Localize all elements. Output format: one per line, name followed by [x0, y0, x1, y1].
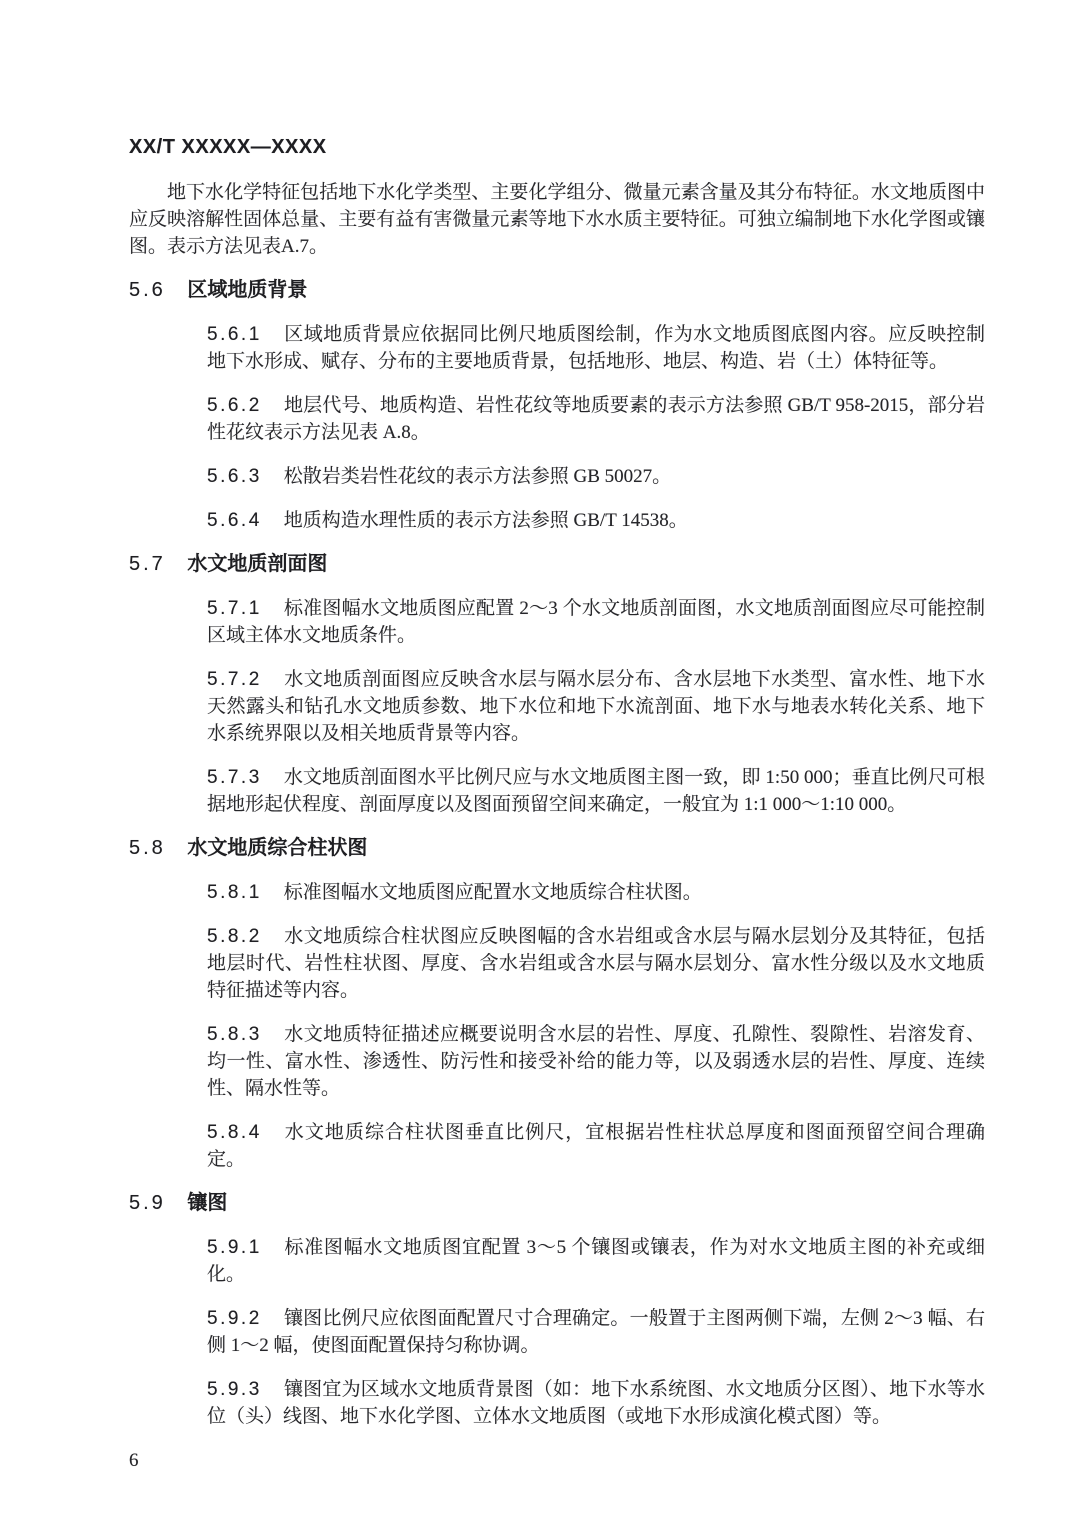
page-number: 6 — [129, 1450, 139, 1471]
clause-number: 5.6.3 — [207, 466, 262, 487]
section-heading — [129, 835, 985, 862]
section-title: 区域地质背景 — [187, 279, 308, 301]
running-head: XX/T XXXXX—XXXX — [129, 136, 327, 158]
clause — [207, 507, 985, 534]
clause-text: 镶图宜为区域水文地质背景图（如：地下水系统图、水文地质分区图）、地下水等水位（头）线图、地下水化学图、立体水文地质图（或地下水形成演化模式图）等。 — [207, 1379, 985, 1427]
clause — [207, 1305, 985, 1359]
section-heading — [129, 1190, 985, 1217]
clause-text: 标准图幅水文地质图宜配置 3～5 个镶图或镶表，作为对水文地质主图的补充或细化。 — [207, 1237, 985, 1285]
section-title: 水文地质综合柱状图 — [187, 837, 368, 859]
clause-number: 5.8.3 — [207, 1024, 262, 1045]
clause-number: 5.7.1 — [207, 598, 262, 619]
section-number: 5.8 — [129, 837, 166, 859]
section-5-9 — [129, 1190, 985, 1430]
clause-text: 水文地质特征描述应概要说明含水层的岩性、厚度、孔隙性、裂隙性、岩溶发育、均一性、富水性、渗透性、防污性和接受补给的能力等，以及弱透水层的岩性、厚度、连续性、隔水性等。 — [207, 1024, 985, 1099]
clause-number: 5.6.1 — [207, 324, 262, 345]
clause-text: 标准图幅水文地质图应配置 2～3 个水文地质剖面图，水文地质剖面图应尽可能控制区域主体水文地质条件。 — [207, 598, 985, 646]
clause-number: 5.9.2 — [207, 1308, 262, 1329]
clause-text: 水文地质综合柱状图垂直比例尺，宜根据岩性柱状总厚度和图面预留空间合理确定。 — [207, 1122, 985, 1170]
clause-text: 地层代号、地质构造、岩性花纹等地质要素的表示方法参照 GB/T 958-2015，部分岩性花纹表示方法见表 A.8。 — [207, 395, 985, 443]
clause-text: 水文地质综合柱状图应反映图幅的含水岩组或含水层与隔水层划分及其特征，包括地层时代、岩性柱状图、厚度、含水岩组或含水层与隔水层划分、富水性分级以及水文地质特征描述等内容。 — [207, 926, 985, 1001]
section-heading — [129, 277, 985, 304]
clause-number: 5.9.3 — [207, 1379, 262, 1400]
clause — [207, 392, 985, 446]
clause-text: 地质构造水理性质的表示方法参照 GB/T 14538。 — [283, 510, 688, 531]
clause-number: 5.8.2 — [207, 926, 262, 947]
clause — [207, 923, 985, 1004]
clause — [207, 1234, 985, 1288]
clause — [207, 321, 985, 375]
clause-number: 5.8.1 — [207, 882, 262, 903]
clause-number: 5.6.4 — [207, 510, 262, 531]
clause-number: 5.6.2 — [207, 395, 262, 416]
section-number: 5.7 — [129, 553, 166, 575]
clause-text: 水文地质剖面图应反映含水层与隔水层分布、含水层地下水类型、富水性、地下水天然露头和钻孔水文地质参数、地下水位和地下水流剖面、地下水与地表水转化关系、地下水系统界限以及相关地质背景等内容。 — [207, 669, 985, 744]
section-title: 水文地质剖面图 — [187, 553, 328, 575]
clause-number: 5.7.3 — [207, 767, 262, 788]
clause — [207, 764, 985, 818]
section-title: 镶图 — [187, 1192, 228, 1214]
section-heading — [129, 551, 985, 578]
clause — [207, 1021, 985, 1102]
section-5-6 — [129, 277, 985, 534]
section-5-7 — [129, 551, 985, 818]
clause-number: 5.8.4 — [207, 1122, 262, 1143]
section-5-8 — [129, 835, 985, 1173]
clause — [207, 879, 985, 906]
clause-text: 镶图比例尺应依图面配置尺寸合理确定。一般置于主图两侧下端，左侧 2～3 幅、右侧 1～2 幅，使图面配置保持匀称协调。 — [207, 1308, 985, 1356]
clause-text: 标准图幅水文地质图应配置水文地质综合柱状图。 — [283, 882, 702, 903]
clause-text: 区域地质背景应依据同比例尺地质图绘制，作为水文地质图底图内容。应反映控制地下水形成、赋存、分布的主要地质背景，包括地形、地层、构造、岩（土）体特征等。 — [207, 324, 985, 372]
clause — [207, 1376, 985, 1430]
clause — [207, 1119, 985, 1173]
clause — [207, 666, 985, 747]
section-number: 5.6 — [129, 279, 166, 301]
clause-text: 松散岩类岩性花纹的表示方法参照 GB 50027。 — [283, 466, 672, 487]
clause — [207, 595, 985, 649]
clause-number: 5.9.1 — [207, 1237, 262, 1258]
clause-text: 水文地质剖面图水平比例尺应与水文地质图主图一致，即 1:50 000；垂直比例尺可根据地形起伏程度、剖面厚度以及图面预留空间来确定，一般宜为 1:1 000～1:10 000。 — [207, 767, 985, 815]
clause — [207, 463, 985, 490]
intro-paragraph: 地下水化学特征包括地下水化学类型、主要化学组分、微量元素含量及其分布特征。水文地质图中应反映溶解性固体总量、主要有益有害微量元素等地下水水质主要特征。可独立编制地下水化学图或镶图。表示方法见表A.7。 — [129, 182, 985, 257]
clause-number: 5.7.2 — [207, 669, 262, 690]
section-number: 5.9 — [129, 1192, 166, 1214]
